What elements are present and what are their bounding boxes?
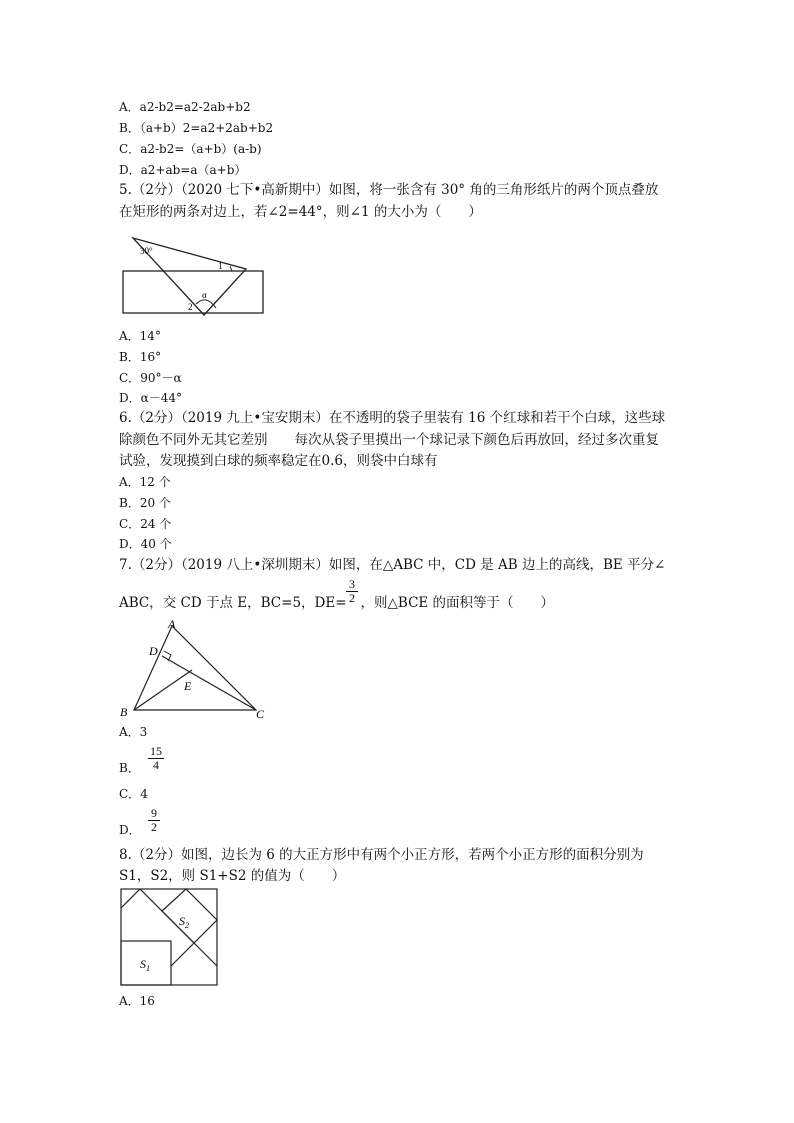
q7-option-c bbox=[119, 787, 148, 801]
option-text: 40 个 bbox=[140, 537, 172, 551]
option-text: 16° bbox=[139, 350, 162, 364]
option-letter: B． bbox=[119, 761, 140, 775]
label-b: B bbox=[120, 705, 128, 719]
label-s1-main: S bbox=[140, 957, 146, 971]
rectangle-shape bbox=[123, 271, 263, 313]
option-text: 24 个 bbox=[140, 517, 172, 531]
option-text: α－44° bbox=[140, 391, 182, 405]
option-text: 4 bbox=[140, 787, 148, 801]
option-letter: D． bbox=[119, 391, 141, 405]
q4-option-c bbox=[119, 142, 262, 156]
option-text: 3 bbox=[139, 725, 148, 739]
option-text: a2-b2=a2-2ab+b2 bbox=[139, 100, 251, 114]
option-letter: A． bbox=[119, 475, 140, 489]
label-c: C bbox=[256, 707, 265, 721]
q8-figure bbox=[120, 888, 218, 986]
q6-option-b bbox=[119, 496, 171, 510]
q4-option-b bbox=[119, 121, 273, 135]
option-text: a2-b2=（a+b）(a-b) bbox=[140, 142, 262, 156]
q7-stem-text: ABC，交 CD 于点 E，BC=5，DE= bbox=[119, 595, 347, 611]
fraction-numerator: 3 bbox=[349, 577, 355, 591]
option-letter: D． bbox=[119, 537, 141, 551]
q5-option-d bbox=[119, 391, 182, 405]
option-b-fraction bbox=[148, 746, 164, 771]
label-s2-main: S bbox=[179, 914, 185, 928]
inner-line bbox=[171, 943, 194, 966]
angle-1-label: 1 bbox=[218, 261, 223, 271]
fraction-numerator: 15 bbox=[150, 744, 162, 758]
q6-stem-line1: 6.（2分）（2019 九上•宝安期末）在不透明的袋子里装有 16 个红球和若干个白球，这些球 bbox=[119, 410, 666, 426]
altitude-cd bbox=[162, 656, 256, 710]
q6-option-d bbox=[119, 537, 172, 551]
alpha-label: α bbox=[202, 290, 207, 300]
option-text: a2+ab=a（a+b） bbox=[140, 163, 247, 177]
angle-1-mark bbox=[230, 266, 232, 271]
option-letter: D． bbox=[119, 823, 141, 837]
option-letter: A． bbox=[119, 329, 140, 343]
option-letter: C． bbox=[119, 142, 141, 156]
q5-figure bbox=[118, 234, 268, 318]
fraction-numerator: 9 bbox=[151, 806, 157, 820]
q5-option-c bbox=[119, 371, 182, 385]
label-a: A bbox=[168, 617, 176, 631]
q5-stem-line1: 5.（2分）（2020 七下•高新期中）如图，将一张含有 30° 角的三角形纸片的两个顶点叠放 bbox=[119, 182, 659, 198]
label-s1-subscript: 1 bbox=[146, 964, 150, 973]
option-letter: B． bbox=[119, 496, 140, 510]
q7-stem-line2 bbox=[119, 591, 555, 611]
q8-option-a bbox=[119, 994, 155, 1008]
label-s1 bbox=[140, 957, 150, 973]
option-text: 16 bbox=[139, 994, 155, 1008]
option-letter: D． bbox=[119, 163, 141, 177]
option-letter: B． bbox=[119, 121, 140, 135]
q8-stem-line2: S1，S2，则 S1+S2 的值为（ ） bbox=[119, 868, 346, 884]
q6-stem-line3: 试验，发现摸到白球的频率稳定在0.6，则袋中白球有 bbox=[119, 453, 438, 469]
option-letter: C． bbox=[119, 787, 141, 801]
alpha-arc bbox=[196, 300, 216, 308]
square-s2 bbox=[162, 889, 217, 943]
option-letter: A． bbox=[119, 994, 140, 1008]
q7-figure bbox=[118, 618, 270, 722]
de-fraction bbox=[346, 579, 358, 604]
option-text: 90°－α bbox=[140, 371, 182, 385]
q6-stem-line2: 除颜色不同外无其它差别 每次从袋子里摸出一个球记录下颜色后再放回，经过多次重复 bbox=[119, 432, 659, 448]
label-s2-subscript: 2 bbox=[185, 921, 189, 930]
option-letter: A． bbox=[119, 100, 140, 114]
q4-option-a bbox=[119, 100, 251, 114]
corner-line bbox=[121, 889, 140, 908]
option-letter: A． bbox=[119, 725, 140, 739]
option-text: 14° bbox=[139, 329, 161, 343]
angle-2-label: 2 bbox=[188, 302, 193, 312]
q5-option-a bbox=[119, 329, 161, 343]
q7-option-b bbox=[119, 761, 140, 775]
option-text: 12 个 bbox=[139, 475, 171, 489]
q6-option-c bbox=[119, 517, 171, 531]
label-e: E bbox=[184, 679, 192, 693]
option-letter: C． bbox=[119, 517, 141, 531]
q7-stem-text: ，则△BCE 的面积等于（ ） bbox=[360, 595, 555, 611]
fraction-denominator: 2 bbox=[151, 820, 157, 834]
big-square bbox=[121, 889, 217, 985]
square-s1 bbox=[121, 941, 171, 985]
q4-option-d bbox=[119, 163, 246, 177]
option-text: 20 个 bbox=[139, 496, 171, 510]
option-letter: B． bbox=[119, 350, 140, 364]
option-letter: C． bbox=[119, 371, 141, 385]
q6-option-a bbox=[119, 475, 171, 489]
fraction-denominator: 4 bbox=[153, 758, 159, 772]
q7-option-d bbox=[119, 823, 141, 837]
q8-stem-line1: 8.（2分）如图，边长为 6 的大正方形中有两个小正方形，若两个小正方形的面积分别为 bbox=[119, 847, 644, 863]
q5-option-b bbox=[119, 350, 161, 364]
option-text: （a+b）2=a2+2ab+b2 bbox=[139, 121, 274, 135]
q7-stem-line1: 7.（2分）（2019 八上•深圳期末）如图，在△ABC 中，CD 是 AB 边上的高线，BE 平分∠ bbox=[119, 557, 666, 573]
q5-stem-line2: 在矩形的两条对边上，若∠2=44°，则∠1 的大小为（ ） bbox=[119, 204, 482, 220]
label-s2 bbox=[179, 914, 189, 930]
label-d: D bbox=[149, 644, 158, 658]
q7-option-a bbox=[119, 725, 147, 739]
fraction-denominator: 2 bbox=[349, 591, 355, 605]
option-d-fraction bbox=[148, 808, 160, 833]
angle-30-label: 30° bbox=[140, 246, 153, 256]
